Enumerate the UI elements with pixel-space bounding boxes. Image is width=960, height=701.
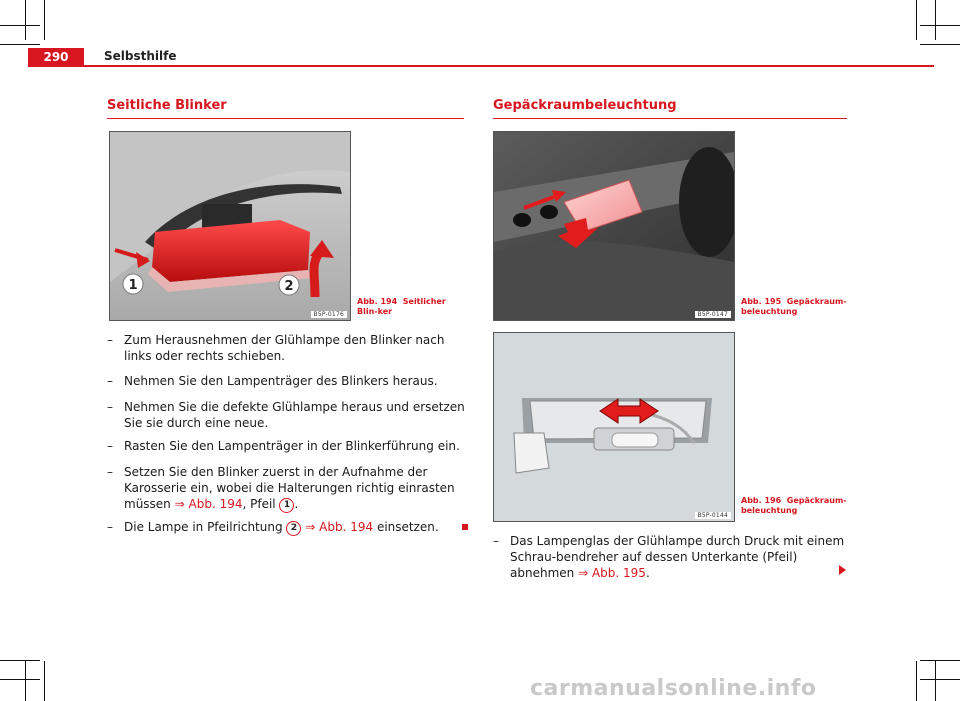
list-item: [107, 373, 467, 389]
crop-mark: [920, 660, 960, 661]
callout-badge: 1: [279, 498, 294, 513]
list-item: [107, 438, 467, 454]
header-rule: [28, 65, 934, 67]
crop-mark: [920, 25, 960, 26]
crop-mark: [916, 661, 917, 701]
crop-mark: [44, 661, 45, 701]
crop-mark: [935, 0, 936, 40]
list-text: Nehmen Sie die defekte Glühlampe heraus und ersetzen Sie sie durch eine neue.: [124, 400, 465, 430]
caption-text: Gepäckraum-beleuchtung: [741, 496, 847, 515]
figure-side-indicator: [109, 131, 351, 321]
list-text: einsetzen.: [376, 520, 439, 534]
figure-code: B5P-0147: [695, 311, 731, 318]
callout-badge: 2: [286, 521, 301, 536]
caption-number: Abb. 194: [357, 297, 398, 306]
list-dash: –: [107, 465, 113, 479]
list-text: Das Lampenglas der Glühlampe durch Druck mit einem Schrau-bendreher auf dessen Unterkante (Pfeil) abnehmen: [510, 534, 845, 580]
caption-text: Gepäckraum-beleuchtung: [741, 297, 847, 316]
list-dash: –: [107, 400, 113, 414]
crop-mark: [25, 0, 26, 40]
section-rule-left: [107, 118, 464, 119]
caption-number: Abb. 196: [741, 496, 782, 505]
crop-mark: [0, 44, 40, 45]
list-item: [107, 332, 467, 364]
list-dash: –: [107, 439, 113, 453]
side-indicator-illustration: [110, 132, 350, 320]
list-dash: –: [107, 333, 113, 347]
figure-link[interactable]: ⇒ Abb. 194: [174, 497, 243, 511]
figure-trunk-light-2: [493, 332, 735, 522]
crop-mark: [0, 679, 40, 680]
watermark: carmanualsonline.info: [530, 676, 817, 701]
list-item: [107, 399, 467, 431]
callout-2: 2: [284, 279, 294, 294]
list-dash: –: [107, 520, 113, 534]
list-dash: –: [107, 374, 113, 388]
figure-caption: [357, 297, 467, 317]
callout-1: 1: [128, 278, 138, 293]
crop-mark: [935, 661, 936, 701]
list-item: [493, 533, 853, 581]
figure-link[interactable]: ⇒ Abb. 194: [305, 520, 374, 534]
list-text: Rasten Sie den Lampenträger in der Blinkerführung ein.: [124, 439, 460, 453]
crop-mark: [920, 44, 960, 45]
figure-code: B5P-0176: [311, 311, 347, 318]
crop-mark: [44, 0, 45, 40]
figure-link[interactable]: ⇒ Abb. 195: [578, 566, 646, 580]
figure-caption: [741, 496, 851, 516]
section-rule-right: [493, 118, 847, 119]
list-item: [107, 464, 467, 513]
figure-caption: [741, 297, 851, 317]
running-head: Selbsthilfe: [104, 49, 177, 63]
trunk-light-illustration: [494, 132, 734, 320]
figure-code: B5P-0144: [695, 512, 731, 519]
list-text: Zum Herausnehmen der Glühlampe den Blinker nach links oder rechts schieben.: [124, 333, 445, 363]
crop-mark: [25, 661, 26, 701]
section-end-mark: [462, 524, 468, 530]
continue-arrow-icon: [839, 565, 846, 575]
figure-trunk-light-1: [493, 131, 735, 321]
page-number: 290: [28, 48, 84, 67]
list-text: Die Lampe in Pfeilrichtung: [124, 520, 283, 534]
list-dash: –: [493, 534, 499, 548]
caption-number: Abb. 195: [741, 297, 782, 306]
list-text: , Pfeil: [242, 497, 276, 511]
crop-mark: [920, 679, 960, 680]
caption-text: Seitlicher Blin-ker: [357, 297, 446, 316]
list-text: Setzen Sie den Blinker zuerst in der Aufnahme der Karosserie ein, wobei die Halterungen richtig einrasten müssen: [124, 465, 455, 511]
lamp-housing-illustration: [494, 333, 734, 521]
crop-mark: [0, 660, 40, 661]
list-text: .: [645, 566, 650, 580]
section-title-left: Seitliche Blinker: [107, 98, 227, 113]
list-text: .: [294, 497, 299, 511]
section-title-right: Gepäckraumbeleuchtung: [493, 98, 677, 113]
crop-mark: [0, 25, 40, 26]
crop-mark: [916, 0, 917, 40]
list-item: [107, 519, 467, 536]
list-text: Nehmen Sie den Lampenträger des Blinkers heraus.: [124, 374, 438, 388]
